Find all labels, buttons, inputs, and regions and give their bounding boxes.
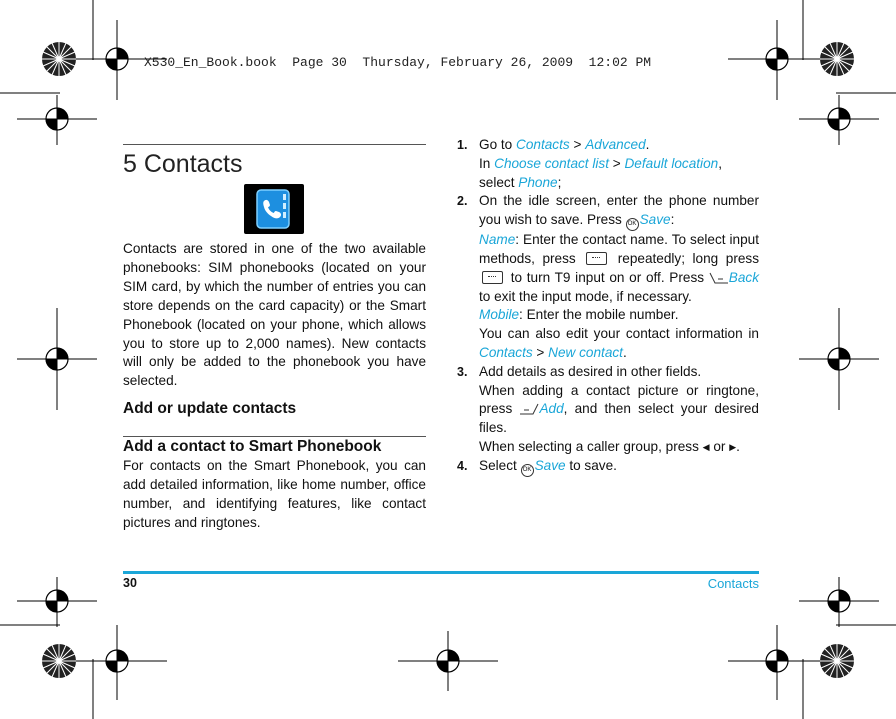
back-link[interactable]: Back xyxy=(728,269,759,285)
punct: . xyxy=(622,344,627,360)
step-text: or xyxy=(709,438,730,454)
step-2 xyxy=(457,192,759,362)
step-text: to save. xyxy=(565,457,617,473)
left-arrow-icon: ◀ xyxy=(702,441,710,452)
star-key-icon xyxy=(482,271,503,284)
contacts-link[interactable]: Contacts xyxy=(516,137,570,152)
punct: ; xyxy=(557,174,562,190)
step-text: When selecting a caller group, press xyxy=(479,438,703,454)
contacts-link[interactable]: Contacts xyxy=(479,344,533,360)
footer-rule xyxy=(123,571,759,574)
steps-column xyxy=(457,136,759,477)
new-contact-link[interactable]: New contact xyxy=(548,344,623,360)
smart-phonebook-body: For contacts on the Smart Phonebook, you can add detailed information, like home number, office number, and identifying features, like contact pictures and ringtones. xyxy=(123,457,426,530)
step-text: Go to xyxy=(479,137,517,152)
step-text: You can also edit your contact information in xyxy=(479,326,759,342)
chapter-title: 5 Contacts xyxy=(123,150,243,178)
step-text: , and then select your desired files. xyxy=(479,401,759,436)
step-number: 4. xyxy=(457,458,468,473)
subheading-rule xyxy=(123,436,426,437)
step-1 xyxy=(457,136,759,192)
smart-phonebook-heading: Add a contact to Smart Phonebook xyxy=(123,438,382,455)
step-text: repeatedly; long press xyxy=(610,250,759,266)
choose-contact-list-link[interactable]: Choose contact list xyxy=(494,155,609,171)
separator: > xyxy=(569,137,586,152)
section-heading xyxy=(123,400,426,419)
save-link[interactable]: Save xyxy=(534,457,566,473)
left-column xyxy=(123,240,426,391)
print-header: X530_En_Book.book Page 30 Thursday, February 26, 2009 12:02 PM xyxy=(144,55,652,70)
step-number: 2. xyxy=(457,194,468,209)
punct: : xyxy=(670,212,675,228)
top-rule-left xyxy=(123,144,426,145)
punct: . xyxy=(645,137,650,152)
step-text: Add details as desired in other fields. xyxy=(479,363,702,379)
step-text: On the idle screen, enter the phone number you wish to save. Press xyxy=(479,193,759,228)
step-text: When adding a contact picture or ringtone, press xyxy=(479,382,759,417)
right-softkey-icon xyxy=(709,272,729,284)
default-location-link[interactable]: Default location xyxy=(624,155,719,171)
separator: > xyxy=(608,155,625,171)
left-softkey-icon xyxy=(519,403,539,415)
step-text: Select xyxy=(479,457,521,473)
step-4 xyxy=(457,457,759,477)
add-update-heading: Add or update contacts xyxy=(123,400,297,417)
mobile-field-label: Mobile xyxy=(479,307,520,323)
footer-title: Contacts xyxy=(707,576,759,591)
step-3 xyxy=(457,363,759,457)
advanced-link[interactable]: Advanced xyxy=(585,137,646,152)
hash-key-icon xyxy=(586,252,607,265)
right-arrow-icon: ▶ xyxy=(729,441,737,452)
step-text: to turn T9 input on or off. Press xyxy=(506,269,709,285)
step-number: 1. xyxy=(457,138,468,152)
ok-key-icon: OK xyxy=(521,464,534,477)
add-link[interactable]: Add xyxy=(539,401,564,417)
step-text: , select xyxy=(479,155,722,190)
sub-section xyxy=(123,438,426,533)
intro-paragraph: Contacts are stored in one of the two available phonebooks: SIM phonebooks (located on your SIM card, by which the number of entries you can store depends on the card capacity) or the Smart Phonebook (located on your phone, which allows you to store up to 2,000 names). New contacts will only be added to the phonebook you have selected. xyxy=(123,241,426,389)
save-link[interactable]: Save xyxy=(639,212,671,228)
step-text: : Enter the mobile number. xyxy=(519,307,679,323)
phone-link[interactable]: Phone xyxy=(518,174,558,190)
name-field-label: Name xyxy=(479,232,516,248)
ok-key-icon: OK xyxy=(626,218,639,231)
separator: > xyxy=(532,344,549,360)
step-text: : Enter the contact name. To select input methods, press xyxy=(479,232,759,266)
contacts-app-icon xyxy=(244,184,304,234)
step-text: In xyxy=(479,155,495,171)
page-number: 30 xyxy=(123,576,137,590)
punct: . xyxy=(736,438,740,454)
step-number: 3. xyxy=(457,364,468,379)
step-text: to exit the input mode, if necessary. xyxy=(479,288,692,304)
